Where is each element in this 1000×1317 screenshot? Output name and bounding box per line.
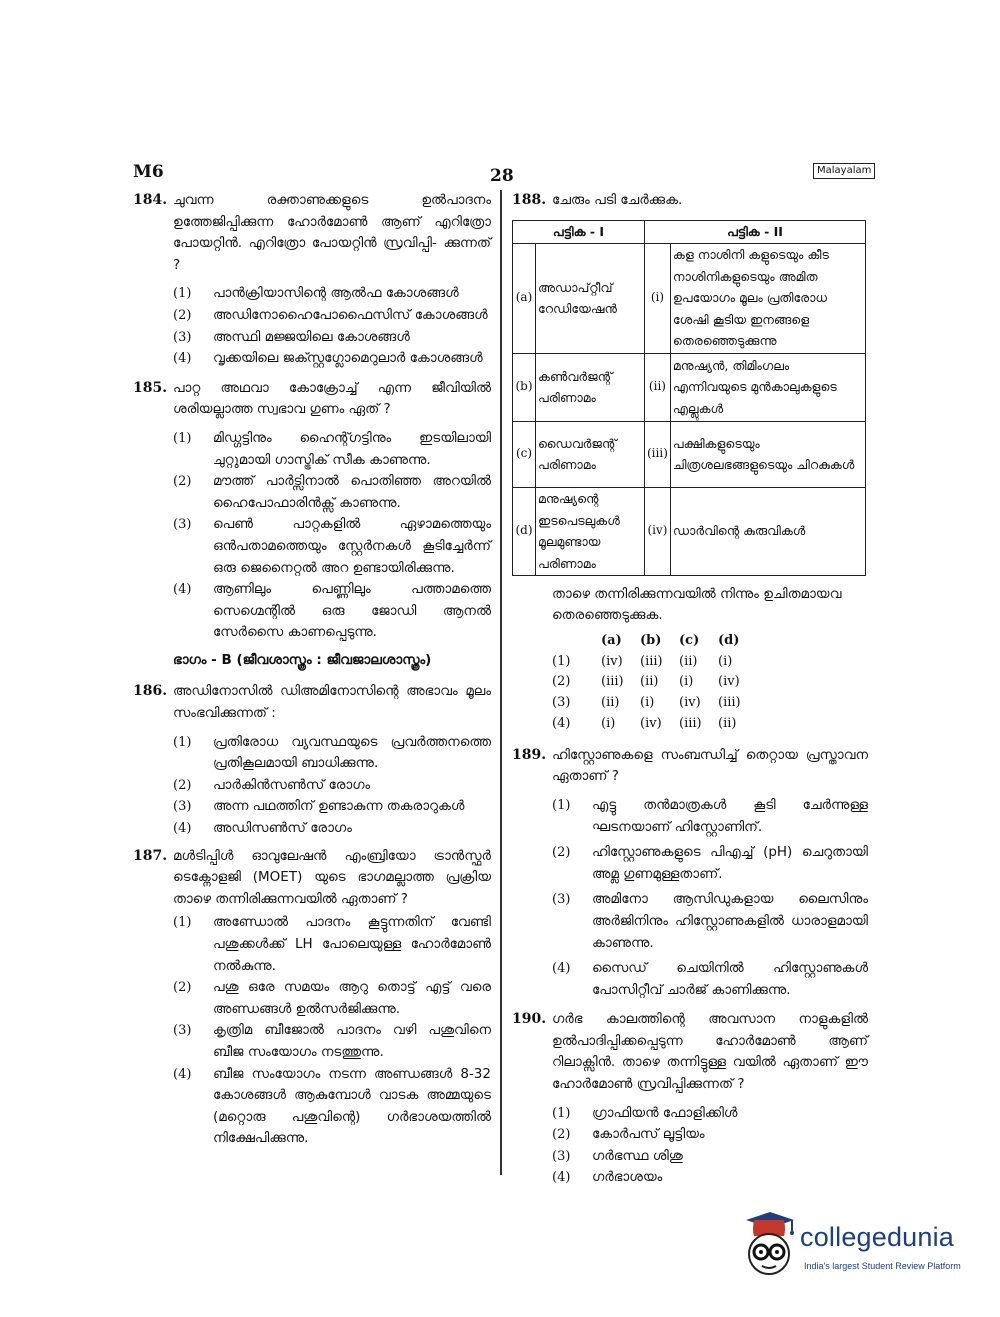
question-text: ചേരും പടി ചേർക്കുക.	[552, 192, 683, 208]
answer-cell: (iii)	[640, 653, 663, 669]
option-number: (2)	[173, 980, 192, 996]
question-number: 186.	[133, 683, 168, 700]
answer-cell: (ii)	[718, 715, 737, 731]
option-number: (2)	[552, 1127, 571, 1143]
answer-cell: (iv)	[640, 715, 662, 731]
option-number: (3)	[173, 1023, 192, 1039]
answer-grid-header	[552, 631, 757, 652]
answer-cell: (iii)	[718, 695, 741, 711]
logo-tagline: India's largest Student Review Platform	[804, 1261, 961, 1271]
question-188	[512, 190, 868, 735]
option-text: പെൺ പാറ്റകളിൽ ഏഴാമത്തെയും ഒൻപതാമത്തെയും സ്റ്റേർനകൾ കൂടിച്ചേർന്ന് ഒരു ജെനൈറ്റൽ അറ ഉണ്ടായിരിക്കുന്നു.	[213, 516, 491, 576]
answer-cell: (iv)	[601, 653, 623, 669]
answer-instruction: താഴെ തന്നിരിക്കുന്നവയിൽ നിന്നും ഉചിതമായവ തെരഞ്ഞെടുക്കുക.	[552, 585, 842, 624]
question-number: 189.	[512, 746, 547, 763]
answer-cell: (iii)	[601, 674, 624, 690]
answer-col-a: (a)	[601, 632, 622, 648]
option-number: (1)	[173, 734, 192, 750]
answer-cell: (iv)	[679, 695, 701, 711]
answer-grid	[552, 631, 868, 735]
option-text: പാർകിൻസൺസ് രോഗം	[213, 776, 371, 793]
row-roman: (iv)	[645, 487, 671, 575]
option-text: അഡിനോഹൈപോഫൈസിസ് കോശങ്ങൾ	[213, 306, 488, 323]
question-185	[133, 378, 491, 644]
list-1-item: അഡാപ്റ്റീവ് റേഡിയേഷൻ	[536, 243, 645, 353]
answer-cell: (iv)	[718, 674, 740, 690]
logo-wordmark: collegedunia	[800, 1222, 955, 1252]
match-table	[512, 220, 866, 576]
answer-col-d: (d)	[718, 632, 740, 648]
answer-cell: (ii)	[601, 695, 620, 711]
question-number: 187.	[133, 847, 168, 864]
answer-option	[552, 652, 757, 673]
list-1-item: മനുഷ്യന്റെ ഇടപെടലുകൾ മൂലമുണ്ടായ പരിണാമം	[536, 487, 645, 575]
question-187	[133, 846, 491, 1150]
row-roman: (i)	[645, 243, 671, 353]
option-number: (4)	[173, 821, 192, 837]
option-number: (4)	[552, 715, 571, 731]
answer-col-b: (b)	[640, 632, 662, 648]
option-text: പാൻക്രിയാസിന്റെ ആൽഫ കോശങ്ങൾ	[213, 285, 459, 302]
option-number: (2)	[552, 845, 571, 861]
option-number: (4)	[173, 1066, 192, 1082]
list-2-item: കള നാശിനി കളുടെയും കീട നാശിനികളുടെയും അമിത ഉപയോഗം മൂലം പ്രതിരോധ ശേഷി കൂടിയ ഇനങ്ങളെ തെരഞ്ഞെടുക്കുന്നു	[670, 243, 865, 353]
option-text: ഗർഭാശയം	[592, 1169, 663, 1186]
option-text: അഡിസൺസ് രോഗം	[213, 820, 352, 837]
option-text: ഹിസ്റ്റോണുകളുടെ പിഎച്ച് (pH) ചെറുതായി അമ്ല ഗുണമുള്ളതാണ്.	[592, 844, 868, 882]
row-letter: (a)	[513, 243, 536, 353]
option-text: ഗ്രാഫിയൻ ഫോളിക്കിൾ	[592, 1104, 738, 1121]
column-2-header: പട്ടിക - II	[645, 220, 866, 243]
question-number: 190.	[512, 1011, 547, 1028]
answer-cell: (iii)	[679, 715, 702, 731]
list-2-item: മനുഷ്യൻ, തിമിംഗലം എന്നിവയുടെ മുൻകാലുകളുടെ എല്ലുകൾ	[670, 353, 865, 421]
option-text: അന്ന പഥത്തിന് ഉണ്ടാകുന്ന തകരാറുകൾ	[213, 798, 465, 815]
option-number: (3)	[173, 799, 192, 815]
collegedunia-logo	[740, 1210, 970, 1285]
question-text: പാറ്റ അഥവാ കോക്രോച്ച് എന്ന ജീവിയിൽ ശരിയല്ലാത്ത സ്വഭാവ ഗുണം ഏത് ?	[173, 379, 491, 418]
answer-cell: (i)	[718, 653, 733, 669]
list-1-item: കൺവർജന്റ് പരിണാമം	[536, 353, 645, 421]
row-letter: (d)	[513, 487, 536, 575]
option-text: അസ്ഥി മജ്ജയിലെ കോശങ്ങൾ	[213, 328, 410, 345]
option-number: (2)	[173, 307, 192, 323]
answer-option	[552, 672, 757, 693]
answer-cell: (i)	[679, 674, 694, 690]
list-1-item: ഡൈവർജന്റ് പരിണാമം	[536, 421, 645, 487]
option-text: ആണിലും പെണ്ണിലും പത്താമത്തെ സെഗ്മെന്റിൽ ഒരു ജോഡി ആനൽ സേർസൈ കാണപ്പെടുന്നു.	[213, 581, 491, 641]
option-number: (3)	[173, 517, 192, 533]
section-heading: ഭാഗം - B (ജീവശാസ്ത്രം : ജീവജാലശാസ്ത്രം)	[173, 651, 432, 668]
option-number: (1)	[173, 915, 192, 931]
option-number: (3)	[173, 329, 192, 345]
question-190	[512, 1009, 868, 1189]
answer-cell: (i)	[640, 695, 655, 711]
match-row	[513, 243, 866, 353]
question-186	[133, 681, 491, 839]
option-number: (1)	[552, 653, 571, 669]
option-text: പശു ഒരേ സമയം ആറു തൊട്ട് എട്ട് വരെ അണ്ഡങ്ങൾ ഉൽസർജിക്കുന്നു.	[213, 979, 491, 1017]
option-number: (4)	[173, 351, 192, 367]
option-text: ഗർഭസ്ഥ ശിശു	[592, 1147, 683, 1164]
option-text: പ്രതിരോധ വ്യവസ്ഥയുടെ പ്രവർത്തനത്തെ പ്രതികൂലമായി ബാധിക്കുന്നു.	[213, 733, 491, 772]
answer-option	[552, 714, 757, 735]
question-text: അഡിനോസിൽ ഡിഅമിനോസിന്റെ അഭാവം മൂലം സംഭവിക്കുന്നത് :	[173, 683, 491, 722]
question-text: മൾടിപ്പിൾ ഓവുലേഷൻ എംബ്രിയോ ട്രാൻസ്ഫർ ടെക്നോളജി (MOET) യുടെ ഭാഗമല്ലാത്ത പ്രക്രിയ താഴെ തന്നിരിക്കുന്നവയിൽ ഏതാണ് ?	[173, 847, 491, 907]
option-number: (3)	[552, 892, 571, 908]
option-number: (1)	[552, 797, 571, 813]
column-1-header: പട്ടിക - I	[513, 220, 645, 243]
question-184	[133, 190, 491, 370]
question-text: ഗർഭ കാലത്തിന്റെ അവസാന നാളുകളിൽ ഉൽപാദിപ്പിക്കപ്പെടുന്ന ഹോർമോൺ ആണ് റിലാക്സിൻ. താഴെ തന്നിട്ടുള്ള വയിൽ ഏതാണ് ഈ ഹോർമോൺ സ്രവിപ്പിക്കുന്നത് ?	[552, 1011, 868, 1093]
answer-cell: (ii)	[640, 674, 659, 690]
match-table-header	[513, 220, 866, 243]
match-row	[513, 421, 866, 487]
paper-code: M6	[133, 162, 164, 182]
option-text: മിഡ്ഗട്ടിനും ഹൈന്റ്ഗട്ടിനും ഇടയിലായി ചുറ്റുമായി ഗാസ്ട്രിക് സീക കാണുന്നു.	[213, 429, 491, 468]
option-number: (4)	[173, 582, 192, 598]
option-text: കൃത്രിമ ബീജോൽ പാദനം വഴി പശുവിനെ ബീജ സംയോഗം നടത്തുന്നു.	[213, 1022, 491, 1060]
list-2-item: പക്ഷികളുടെയും ചിത്രശലഭങ്ങളുടെയും ചിറകുകൾ	[670, 421, 865, 487]
graduate-mascot-icon	[740, 1210, 798, 1280]
answer-col-c: (c)	[679, 632, 700, 648]
row-letter: (c)	[513, 421, 536, 487]
question-text: ഹിസ്റ്റോണുകളെ സംബന്ധിച്ച് തെറ്റായ പ്രസ്താവന ഏതാണ് ?	[552, 746, 868, 785]
question-number: 185.	[133, 379, 168, 396]
row-letter: (b)	[513, 353, 536, 421]
option-number: (4)	[552, 1170, 571, 1186]
option-text: വൃക്കയിലെ ജക്സ്റ്റഗ്ലോമെറുലാർ കോശങ്ങൾ	[213, 350, 483, 367]
question-189	[512, 745, 868, 1002]
option-number: (2)	[552, 674, 571, 690]
option-text: എട്ടു തൻമാത്രകൾ കൂടി ചേർന്നുള്ള ഘടനയാണ് ഹിസ്റ്റോണിന്.	[592, 796, 868, 835]
question-text: ചുവന്ന രക്താണുക്കളുടെ ഉൽപാദനം ഉത്തേജിപ്പിക്കുന്ന ഹോർമോൺ ആണ് എറിത്രോ പോയറ്റിൻ. എറിത്രോ പോയറ്റിൻ സ്രവിപ്പി- ക്കുന്നത് ?	[173, 192, 491, 273]
page-number: 28	[490, 166, 514, 186]
option-text: കോർപസ് ലൂട്ടിയം	[592, 1126, 705, 1143]
answer-option	[552, 693, 757, 714]
option-text: അമിനോ ആസിഡുകളായ ലൈസിനും അർജിനിനും ഹിസ്റ്റോണുകളിൽ ധാരാളമായി കാണുന്നു.	[592, 891, 868, 951]
option-number: (1)	[552, 1105, 571, 1121]
match-row	[513, 353, 866, 421]
option-text: സൈഡ് ചെയിനിൽ ഹിസ്റ്റോണുകൾ പോസിറ്റീവ് ചാർജ് കാണിക്കുന്നു.	[592, 960, 868, 998]
right-column	[512, 190, 868, 1189]
language-badge: Malayalam	[813, 163, 875, 179]
question-number: 184.	[133, 192, 168, 208]
column-divider	[500, 190, 502, 1175]
option-text: ബീജ സംയോഗം നടന്ന അണ്ഡങ്ങൾ 8-32 കോശങ്ങൾ ആകുമ്പോൾ വാടക അമ്മയുടെ (മറ്റൊരു പശുവിന്റെ) ഗർഭാശയത്തിൽ നിക്ഷേപിക്കുന്നു.	[213, 1065, 491, 1147]
list-2-item: ഡാർവിന്റെ കുരുവികൾ	[670, 487, 865, 575]
row-roman: (iii)	[645, 421, 671, 487]
option-text: അണ്ഡോൽ പാദനം കൂട്ടുന്നതിന് വേണ്ടി പശുക്കൾക്ക് LH പോലെയുള്ള ഹോർമോൺ നൽകുന്നു.	[213, 914, 491, 974]
left-column	[133, 190, 491, 1150]
option-number: (4)	[552, 961, 571, 977]
match-row	[513, 487, 866, 575]
option-number: (2)	[173, 474, 192, 490]
question-number: 188.	[512, 192, 547, 208]
option-number: (1)	[173, 286, 192, 302]
answer-cell: (i)	[601, 715, 616, 731]
row-roman: (ii)	[645, 353, 671, 421]
option-text: മൗത്ത് പാർട്സിനാൽ പൊതിഞ്ഞ അറയിൽ ഹൈപോഫാരിൻക്സ് കാണുന്നു.	[213, 473, 491, 511]
option-number: (2)	[173, 777, 192, 793]
option-number: (1)	[173, 430, 192, 446]
option-number: (3)	[552, 695, 571, 711]
option-number: (3)	[552, 1148, 571, 1164]
answer-cell: (ii)	[679, 653, 698, 669]
